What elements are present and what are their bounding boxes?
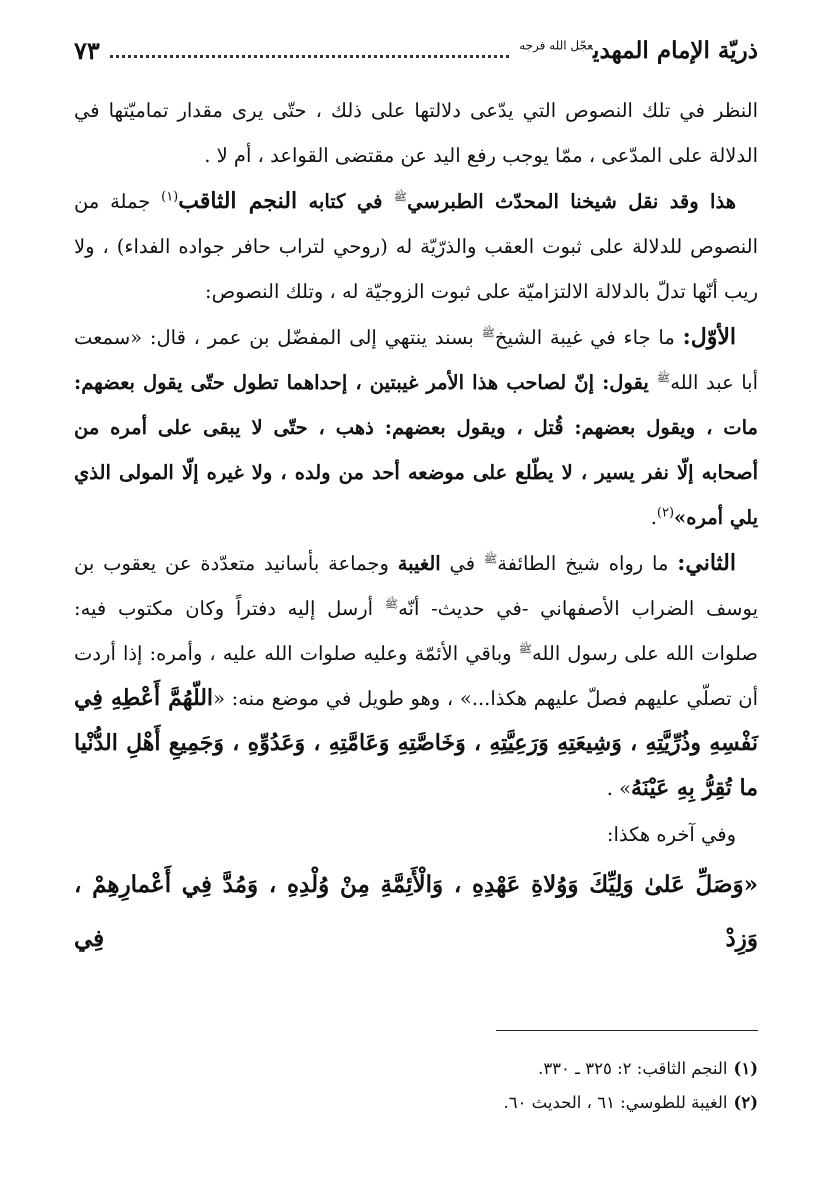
page-number: ٧٣ xyxy=(74,35,100,65)
p4-text-b: في xyxy=(440,552,484,575)
honorific-mark: ﷺ xyxy=(483,552,498,566)
main-text xyxy=(74,88,758,967)
footnote-separator xyxy=(496,1030,758,1031)
paragraph-3 xyxy=(74,315,758,540)
footnote-text: النجم الثاقب: ٢: ٣٢٥ ـ ٣٣٠. xyxy=(538,1059,728,1078)
honorific-mark: ﷺ xyxy=(481,326,495,340)
paragraph-2 xyxy=(74,179,758,314)
honorific-mark: ﷺ xyxy=(518,642,532,656)
footnotes xyxy=(74,1052,758,1120)
running-title xyxy=(519,37,758,64)
p4-text-e: وباقي الأئمّة وعليه صلوات الله عليه ، وأمره: إذا أردت أن تصلّي عليهم فصلّ عليهم هكذا...» ، وهو طويل في موضع منه: « xyxy=(74,642,759,710)
honorific-mark: ﷺ xyxy=(393,190,408,204)
p3-text-b: بسند ينتهي إلى المفضّل بن عمر ، قال: «سمعت أبا عبد الله xyxy=(74,326,758,394)
paragraph-6-supplication: «وَصَلِّ عَلىٰ وَلِيِّكَ وَوُلاةِ عَهْدِهِ ، وَالْأَئِمَّةِ مِنْ وُلْدِهِ ، وَمُدَّ فِي أَعْمارِهِمْ ، وَزِدْ فِي xyxy=(74,871,758,952)
footnote-ref-1[interactable]: (١) xyxy=(161,189,179,205)
p3-quote: يقول: إنّ لصاحب هذا الأمر غيبتين ، إحداهما تطول حتّى يقول بعضهم: مات ، ويقول بعضهم: قُتل ، ويقول بعضهم: ذهب ، حتّى لا يبقى على أمره من أصحابه إلّا نفر يسير ، لا يطّلع على موضعه أحد من ولده ، ولا غيره إلّا المولى الذي يلي أمره» xyxy=(74,371,758,529)
footnote-2 xyxy=(74,1086,758,1120)
paragraph-4 xyxy=(74,541,758,811)
p4-end: » . xyxy=(606,777,632,800)
footnote-number: (١) xyxy=(733,1059,758,1078)
footnote-number: (٢) xyxy=(733,1093,758,1112)
p3-text-a: ما جاء في غيبة الشيخ xyxy=(494,326,683,349)
p3-end: . xyxy=(650,506,657,529)
item-first-label: الأوّل: xyxy=(682,324,736,350)
p2-text-c: جملة من النصوص للدلالة على ثبوت العقب والذرّيّة له (روحي لتراب حافر جواده الفداء) ، ولا ريب أنّها تدلّ بالدلالة الالتزاميّة على ثبوت الزوجيّة له ، وتلك النصوص: xyxy=(74,190,758,303)
p4-supplication-quote: اللّهُمَّ أَعْطِهِ فِي نَفْسِهِ وذُرِّيَّتِهِ ، وَشِيعَتِهِ وَرَعِيَّتِهِ ، وَخَاصَّتِهِ وَعَامَّتِهِ ، وَعَدُوِّهِ ، وَجَمِيعِ أَهْلِ الدُّنْيا ما تُقِرُّ بِهِ عَيْنَهُ xyxy=(74,685,758,801)
paragraph-5: وفي آخره هكذا: xyxy=(606,823,736,846)
p2-text-a: هذا وقد نقل شيخنا المحدّث الطبرسي xyxy=(407,190,736,213)
footnote-text: الغيبة للطوسي: ٦١ ، الحديث ٦٠. xyxy=(503,1093,728,1112)
honorific-mark: ﷺ xyxy=(656,371,671,385)
item-second-label: الثاني: xyxy=(677,550,736,576)
paragraph-1: النظر في تلك النصوص التي يدّعى دلالتها على ذلك ، حتّى يرى مقدار تماميّتها في الدلالة على المدّعى ، ممّا يوجب رفع اليد عن مقتضى القواعد ، أم لا . xyxy=(74,99,758,167)
honorific-mark: عجّل الله فرجه xyxy=(519,37,594,52)
footnote-ref-2[interactable]: (٢) xyxy=(656,505,675,521)
book-title-ghayba: الغيبة xyxy=(397,552,441,575)
p2-text-b: في كتابه xyxy=(297,190,394,213)
running-header xyxy=(74,30,758,70)
footnote-1 xyxy=(74,1052,758,1086)
p4-text-a: ما رواه شيخ الطائفة xyxy=(497,552,678,575)
honorific-mark: ﷺ xyxy=(384,597,399,611)
p4-text-d: أرسل إليه دفتراً وكان مكتوب فيه: صلوات الله على رسول الله xyxy=(74,597,758,665)
running-title-text: ذريّة الإمام المهدي xyxy=(593,36,758,64)
header-leader-dots xyxy=(110,55,509,58)
book-title-najm: النجم الثاقب xyxy=(178,188,298,214)
p4-text-c: وجماعة بأسانيد متعدّدة عن يعقوب بن يوسف الضراب الأصفهاني -في حديث- أنّه xyxy=(74,552,758,620)
